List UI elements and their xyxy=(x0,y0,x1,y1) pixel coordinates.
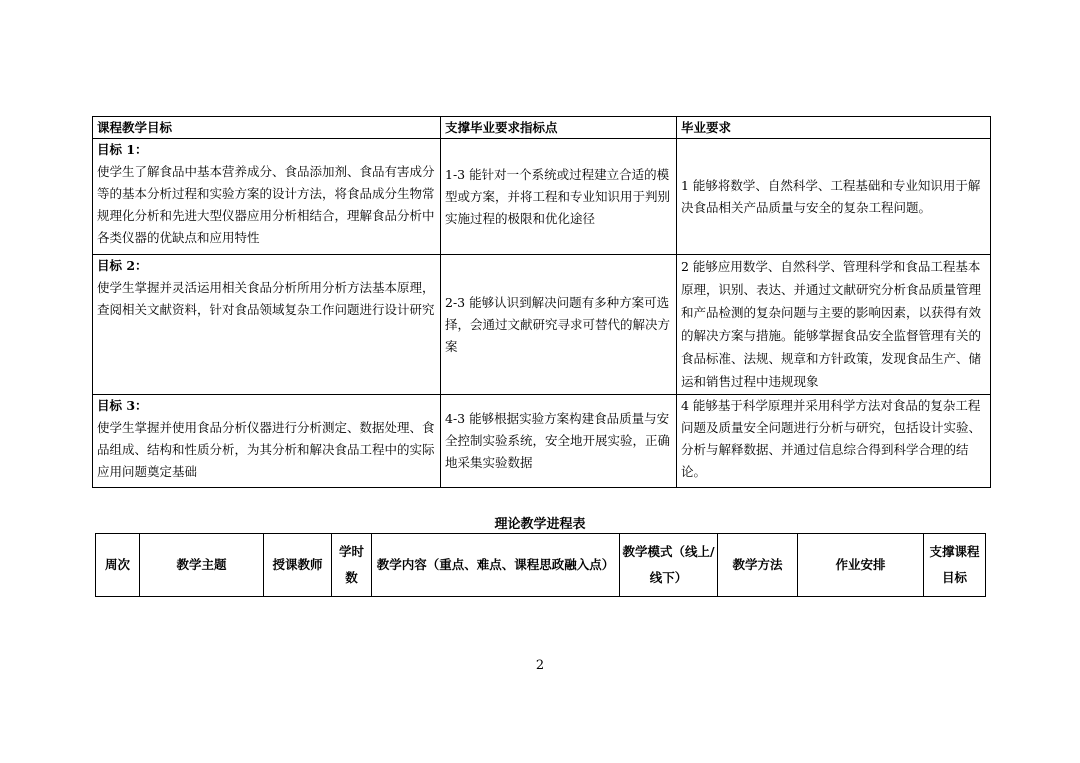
indicator-cell: 4-3 能够根据实验方案构建食品质量与安全控制实验系统，安全地开展实验，正确地采集实验数据 xyxy=(441,395,677,488)
requirement-cell: 1 能够将数学、自然科学、工程基础和专业知识用于解决食品相关产品质量与安全的复杂工程问题。 xyxy=(677,139,991,255)
indicator-cell: 1-3 能针对一个系统或过程建立合适的模型或方案，并将工程和专业知识用于判别实施过程的极限和优化途径 xyxy=(441,139,677,255)
header-mode: 教学模式（线上/线下） xyxy=(620,534,718,597)
requirement-cell: 2 能够应用数学、自然科学、管理科学和食品工程基本原理，识别、表达、并通过文献研究分析食品质量管理和产品检测的复杂问题与主要的影响因素，以获得有效的解决方案与措施。能够掌握食品安全监督管理有关的食品标准、法规、规章和方针政策，发现食品生产、储运和销售过程中违规现象 xyxy=(677,255,991,395)
schedule-table xyxy=(95,533,986,597)
goal-text: 使学生掌握并灵活运用相关食品分析所用分析方法基本原理，查阅相关文献资料，针对食品领域复杂工作问题进行设计研究 xyxy=(97,280,435,317)
header-teacher: 授课教师 xyxy=(264,534,332,597)
schedule-header-row xyxy=(96,534,986,597)
goal-text: 使学生了解食品中基本营养成分、食品添加剂、食品有害成分等的基本分析过程和实验方案的设计方法，将食品成分生物常规理化分析和先进大型仪器应用分析相结合，理解食品分析中各类仪器的优缺点和应用特性 xyxy=(97,164,435,245)
table-row xyxy=(93,395,991,488)
header-content: 教学内容（重点、难点、课程思政融入点） xyxy=(372,534,620,597)
objectives-table xyxy=(92,116,991,488)
goal-label: 目标 1： xyxy=(97,142,148,157)
goal-cell xyxy=(93,395,441,488)
goal-cell xyxy=(93,139,441,255)
header-requirement: 毕业要求 xyxy=(677,117,991,139)
table-row xyxy=(93,255,991,395)
header-week: 周次 xyxy=(96,534,140,597)
header-course-goal: 课程教学目标 xyxy=(93,117,441,139)
page-number: 2 xyxy=(535,658,545,673)
goal-cell xyxy=(93,255,441,395)
table-row xyxy=(93,139,991,255)
header-indicator: 支撑毕业要求指标点 xyxy=(441,117,677,139)
header-support-goal: 支撑课程目标 xyxy=(924,534,986,597)
objectives-header-row xyxy=(93,117,991,139)
goal-label: 目标 3： xyxy=(97,398,148,413)
header-homework: 作业安排 xyxy=(798,534,924,597)
goal-text: 使学生掌握并使用食品分析仪器进行分析测定、数据处理、食品组成、结构和性质分析，为其分析和解决食品工程中的实际应用问题奠定基础 xyxy=(97,420,435,479)
goal-label: 目标 2： xyxy=(97,258,148,273)
requirement-cell: 4 能够基于科学原理并采用科学方法对食品的复杂工程问题及质量安全问题进行分析与研究，包括设计实验、分析与解释数据、并通过信息综合得到科学合理的结论。 xyxy=(677,395,991,488)
header-topic: 教学主题 xyxy=(140,534,264,597)
header-method: 教学方法 xyxy=(718,534,798,597)
indicator-cell: 2-3 能够认识到解决问题有多种方案可选择，会通过文献研究寻求可替代的解决方案 xyxy=(441,255,677,395)
header-hours: 学时数 xyxy=(332,534,372,597)
schedule-title: 理论教学进程表 xyxy=(494,517,586,532)
